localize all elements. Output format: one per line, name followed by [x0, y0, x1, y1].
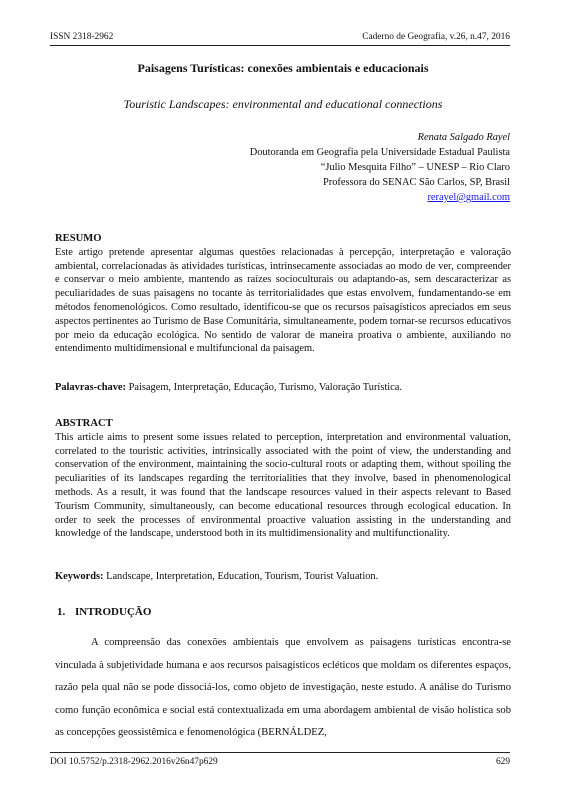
- author-affiliation-2: “Julio Mesquita Filho” – UNESP – Rio Claro: [320, 162, 510, 173]
- running-header: [50, 32, 510, 46]
- abstract-section: [55, 417, 511, 541]
- running-footer: [50, 752, 510, 767]
- keywords-label: Keywords:: [55, 571, 104, 582]
- intro-heading-text: INTRODUÇÃO: [75, 606, 152, 618]
- intro-text: A compreensão das conexões ambientais que envolvem as paisagens turísticas encontra-se vinculada à subjetividade humana e aos recursos paisagísticos ecléticos que moldam os diferentes espaços, razão pela qual não se pode dissociá-los, como objeto de investigação, neste estudo. A análise do Turismo como função econômica e social está contextualizada em uma abordagem ambiental de visão holística sob as concepções geossistêmica e fenomenológica (BERNÁLDEZ,: [55, 637, 511, 738]
- intro-heading: [57, 606, 151, 618]
- author-affiliation-3: Professora do SENAC São Carlos, SP, Brasil: [322, 177, 510, 188]
- keywords-line: [55, 570, 511, 584]
- palavras-chave-line: [55, 381, 511, 395]
- article-title: Paisagens Turísticas: conexões ambientais e educacionais: [137, 61, 429, 75]
- article-subtitle: Touristic Landscapes: environmental and educational connections: [123, 97, 443, 111]
- author-name: Renata Salgado Rayel: [417, 132, 510, 143]
- page-number: 629: [495, 757, 510, 767]
- doi-label: DOI 10.5752/p.2318-2962.2016v26n47p629: [50, 757, 218, 767]
- journal-citation: Caderno de Geografia, v.26, n.47, 2016: [362, 32, 510, 42]
- author-email-link[interactable]: rerayel@gmail.com: [427, 192, 510, 203]
- author-block: [250, 130, 510, 205]
- keywords-text: Landscape, Interpretation, Education, Tourism, Tourist Valuation.: [106, 571, 379, 582]
- resumo-section: [55, 232, 511, 356]
- issn-label: ISSN 2318-2962: [50, 32, 114, 42]
- abstract-heading: ABSTRACT: [55, 418, 113, 429]
- abstract-text: This article aims to present some issues related to perception, interpretation and environmental valuation, correlated to the touristic activities, intrinsically associated with the point of view, the understanding and conservation of the environment, maintaining the socio-cultural roots or adapting them, without spoiling the peculiarities of its landscapes regarding the territorialities that they involve, based in phenomenological methods. As a result, it was found that the landscape resources valued in their aspects relevant to Based Tourism Community, simultaneously, can become educational resources through ecological education. In order to seek the processes of environmental proactive valuation assisting in the understanding and knowledge of the landscape, understood both in its multidimensionality and multifunctionality.: [55, 431, 511, 540]
- resumo-heading: RESUMO: [55, 233, 102, 244]
- resumo-text: Este artigo pretende apresentar algumas questões relacionadas à percepção, interpretação e valoração ambiental, correlacionadas às atividades turísticas, intrinsecamente associadas ao modo de ver, compreender e conservar o meio ambiente, mantendo as raízes socioculturais ou adaptando-as, sem descaracterizar as peculiaridades de suas paisagens no tocante às territorialidades que estas envolvem, fundamentando-se em métodos fenomenológicos. Como resultado, identificou-se que os recursos paisagísticos apreciados em seus aspectos pertinentes ao Turismo de Base Comunitária, simultaneamente, podem tornar-se recursos educativos por meio da educação ecológica. No sentido de valorar de maneira proativa o ambiente, auxiliando no entendimento multidimensional e multifuncional da paisagem.: [55, 246, 511, 355]
- palavras-chave-text: Paisagem, Interpretação, Educação, Turismo, Valoração Turística.: [128, 382, 402, 393]
- intro-section-number: 1.: [57, 606, 66, 618]
- author-affiliation-1: Doutoranda em Geografia pela Universidade Estadual Paulista: [249, 147, 510, 158]
- palavras-chave-label: Palavras-chave:: [55, 382, 126, 393]
- intro-paragraph: [55, 632, 511, 745]
